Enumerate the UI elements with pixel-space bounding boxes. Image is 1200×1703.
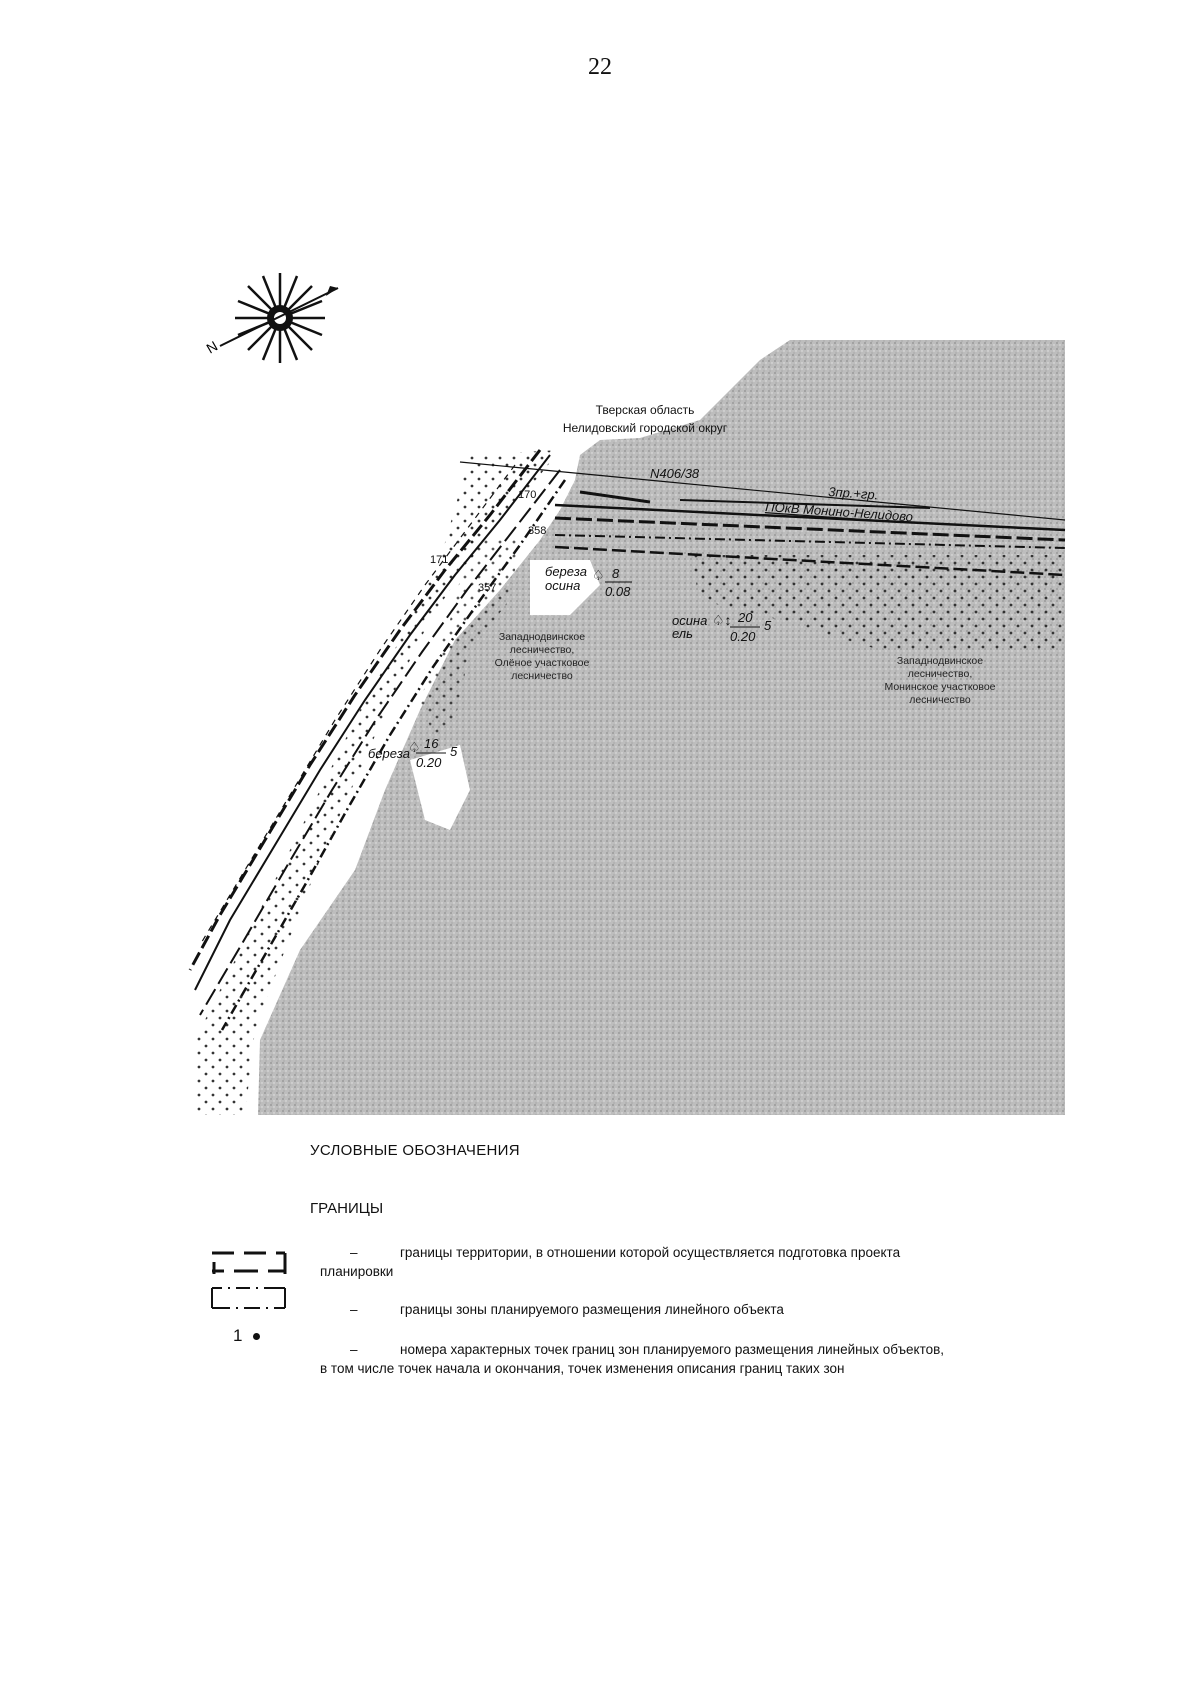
legend-dash: – <box>350 1302 358 1317</box>
forest-2-name-2: ель <box>672 626 693 641</box>
planning-boundary-symbol <box>210 1248 290 1278</box>
point-number-symbol <box>233 1326 260 1346</box>
legend-dash: – <box>350 1342 358 1357</box>
point-label-170: 170 <box>518 489 537 501</box>
forestry-east-2: лесничество, <box>907 668 973 680</box>
parcel-label: N406/38 <box>650 466 700 481</box>
point-dot-icon <box>253 1333 260 1340</box>
forestry-west-4: лесничество <box>511 670 573 682</box>
forestry-west-1: Западнодвинское <box>498 631 586 643</box>
forest-1-height: 8 <box>612 566 620 581</box>
forest-3-height: 16 <box>424 736 439 751</box>
forest-1-name-1: береза <box>545 564 587 579</box>
point-number-label: 1 <box>233 1326 243 1345</box>
legend-item-3-text-cont: в том числе точек начала и окончания, точек изменения описания границ таких зон <box>320 1361 845 1376</box>
forestry-west-3: Олёное участковое <box>494 657 590 669</box>
forestry-west-2: лесничество, <box>509 644 575 656</box>
legend-item-2-text: границы зоны планируемого размещения линейного объекта <box>400 1302 784 1317</box>
page-number: 22 <box>588 54 612 80</box>
legend-item-1-text-cont: планировки <box>320 1264 394 1279</box>
north-arrow-icon <box>204 273 339 363</box>
forest-1-name-2: осина <box>545 578 581 593</box>
forest-area <box>258 340 1065 1115</box>
line-label-2: 3пр.+гр. <box>827 484 879 503</box>
north-label: N <box>203 337 221 357</box>
tree-icon: ♤ <box>592 567 605 583</box>
zone-boundary-symbol <box>210 1284 290 1314</box>
forest-3-name-1: береза <box>368 746 410 761</box>
forestry-east-1: Западнодвинское <box>896 655 984 667</box>
forest-2-name-1: осина <box>672 613 708 628</box>
tree-icon: ♤↕ <box>712 612 732 628</box>
forest-2-height: 20 <box>738 610 753 625</box>
legend-subtitle: ГРАНИЦЫ <box>310 1200 384 1217</box>
point-label-358: 358 <box>528 525 547 537</box>
forest-1-diameter: 0.08 <box>605 584 631 599</box>
forest-2-spacing: 5 <box>764 618 772 633</box>
district-label: Нелидовский городской округ <box>562 421 728 435</box>
forest-3-diameter: 0.20 <box>416 755 442 770</box>
forest-2-diameter: 0.20 <box>730 629 756 644</box>
point-label-357: 357 <box>478 582 497 594</box>
forestry-east-3: Монинское участковое <box>884 681 996 693</box>
legend-title: УСЛОВНЫЕ ОБОЗНАЧЕНИЯ <box>310 1142 520 1159</box>
legend-dash: – <box>350 1245 358 1260</box>
legend-item-1-text: границы территории, в отношении которой осуществляется подготовка проекта <box>400 1245 901 1260</box>
forest-3-spacing: 5 <box>450 744 458 759</box>
point-label-171: 171 <box>430 554 449 566</box>
forestry-east-4: лесничество <box>909 694 971 706</box>
tree-icon: ♤ <box>408 739 421 755</box>
power-line-label: ПОкВ Монино-Нелидово <box>764 499 914 525</box>
legend-item-3-text: номера характерных точек границ зон планируемого размещения линейных объектов, <box>400 1342 945 1357</box>
region-label: Тверская область <box>595 403 695 417</box>
